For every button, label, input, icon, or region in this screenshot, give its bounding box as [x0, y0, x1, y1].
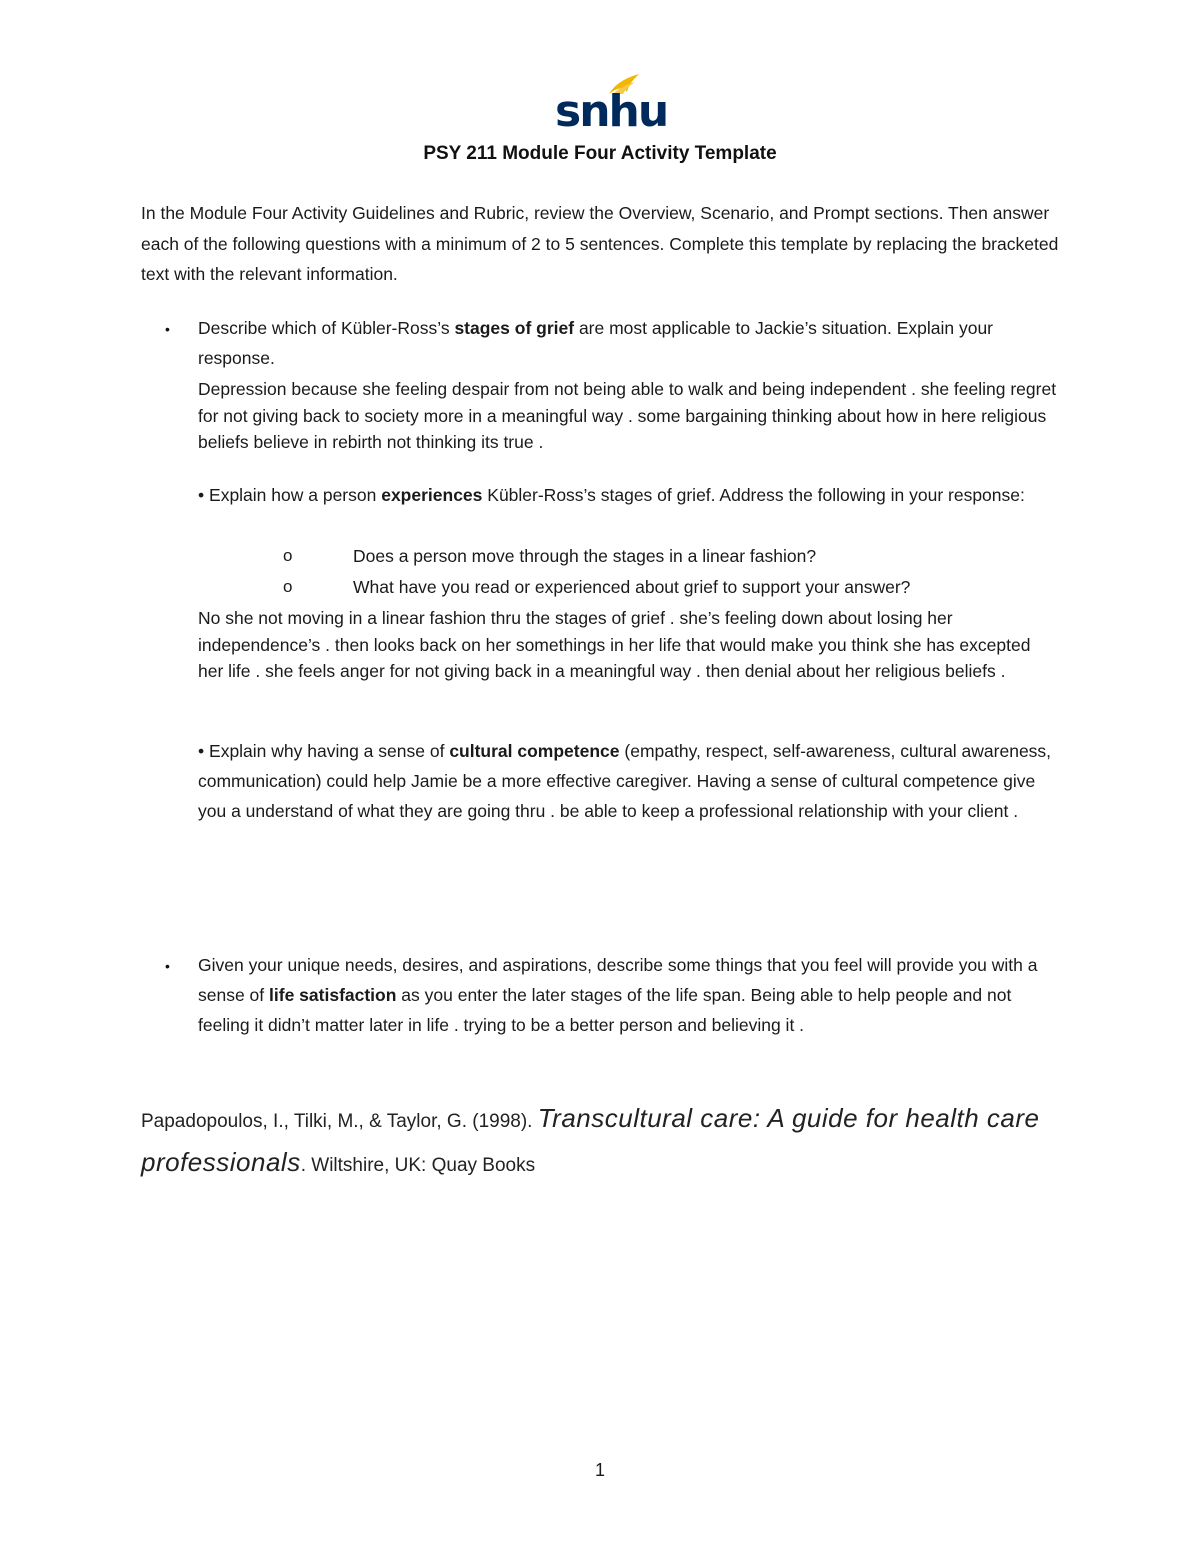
logo-wordmark: snhu — [555, 86, 668, 137]
sub-bullet-marker: o — [283, 546, 293, 565]
question-2-text: Explain how a person — [209, 485, 382, 505]
question-1-text-end: are most applicable to Jackie’s situation. Explain your response. — [198, 318, 994, 368]
answer-1: Depression because she feeling despair from not being able to walk and being independent . she feeling regret for not giving back to society more in a meaningful way . some bargaining thinking about how in here religious beliefs believe in rebirth not thinking its true . — [198, 379, 1057, 452]
bullet-marker: • — [198, 741, 205, 761]
bullet-marker: • — [198, 485, 205, 505]
snhu-logo — [555, 72, 668, 137]
question-2-text-end: Kübler-Ross’s stages of grief. Address the following in your response: — [482, 485, 1025, 505]
reference-citation — [141, 1098, 1061, 1186]
reference-authors: Papadopoulos, I., Tilki, M., & Taylor, G. (1998). — [141, 1111, 538, 1132]
question-3-text-end: (empathy, respect, self-awareness, cultural awareness, communication) could help Jamie be a more effective caregiver. Having a sense of cultural competence give you a understand of what they are going thru . be able to keep a professional relationship with your client . — [198, 741, 1052, 821]
sub-bullet-marker: o — [283, 577, 293, 596]
sub-question-1: Does a person move through the stages in a linear fashion? — [353, 546, 817, 566]
answer-2: No she not moving in a linear fashion thru the stages of grief . she’s feeling down about losing her independence’s . then looks back on her somethings in her life that would make you think she has excepted her life . she feels anger for not giving back in a meaningful way . then denial about her religious beliefs . — [198, 608, 1031, 681]
question-1 — [198, 313, 1058, 373]
question-1-keyword: stages of grief — [454, 318, 575, 338]
question-3-text: Explain why having a sense of — [209, 741, 450, 761]
question-2 — [198, 480, 1058, 510]
intro-paragraph: In the Module Four Activity Guidelines and Rubric, review the Overview, Scenario, and Prompt sections. Then answer each of the following questions with a minimum of 2 to 5 sentences. Complete this template by replacing the bracketed text with the relevant information. — [141, 203, 1059, 284]
question-3 — [198, 736, 1058, 826]
bullet-marker: • — [165, 321, 170, 337]
question-2-keyword: experiences — [381, 485, 483, 505]
bullet-marker: • — [165, 958, 170, 974]
question-4-keyword: life satisfaction — [269, 985, 397, 1005]
reference-title: Transcultural care: A guide for health care professionals — [141, 1103, 1040, 1177]
sub-question-2: What have you read or experienced about grief to support your answer? — [353, 577, 911, 597]
page-number: 1 — [594, 1460, 605, 1480]
question-1-text: Describe which of Kübler-Ross’s — [198, 318, 455, 338]
question-4 — [198, 950, 1058, 1040]
question-4-text: Given your unique needs, desires, and aspirations, describe some things that you feel will provide you with a sense of — [198, 955, 1038, 1005]
page-title: PSY 211 Module Four Activity Template — [423, 143, 777, 164]
question-3-keyword: cultural competence — [449, 741, 620, 761]
reference-publisher: . Wiltshire, UK: Quay Books — [300, 1155, 536, 1176]
question-4-text-end: as you enter the later stages of the life span. Being able to help people and not feeling it didn’t matter later in life . trying to be a better person and believing it . — [198, 985, 1012, 1035]
